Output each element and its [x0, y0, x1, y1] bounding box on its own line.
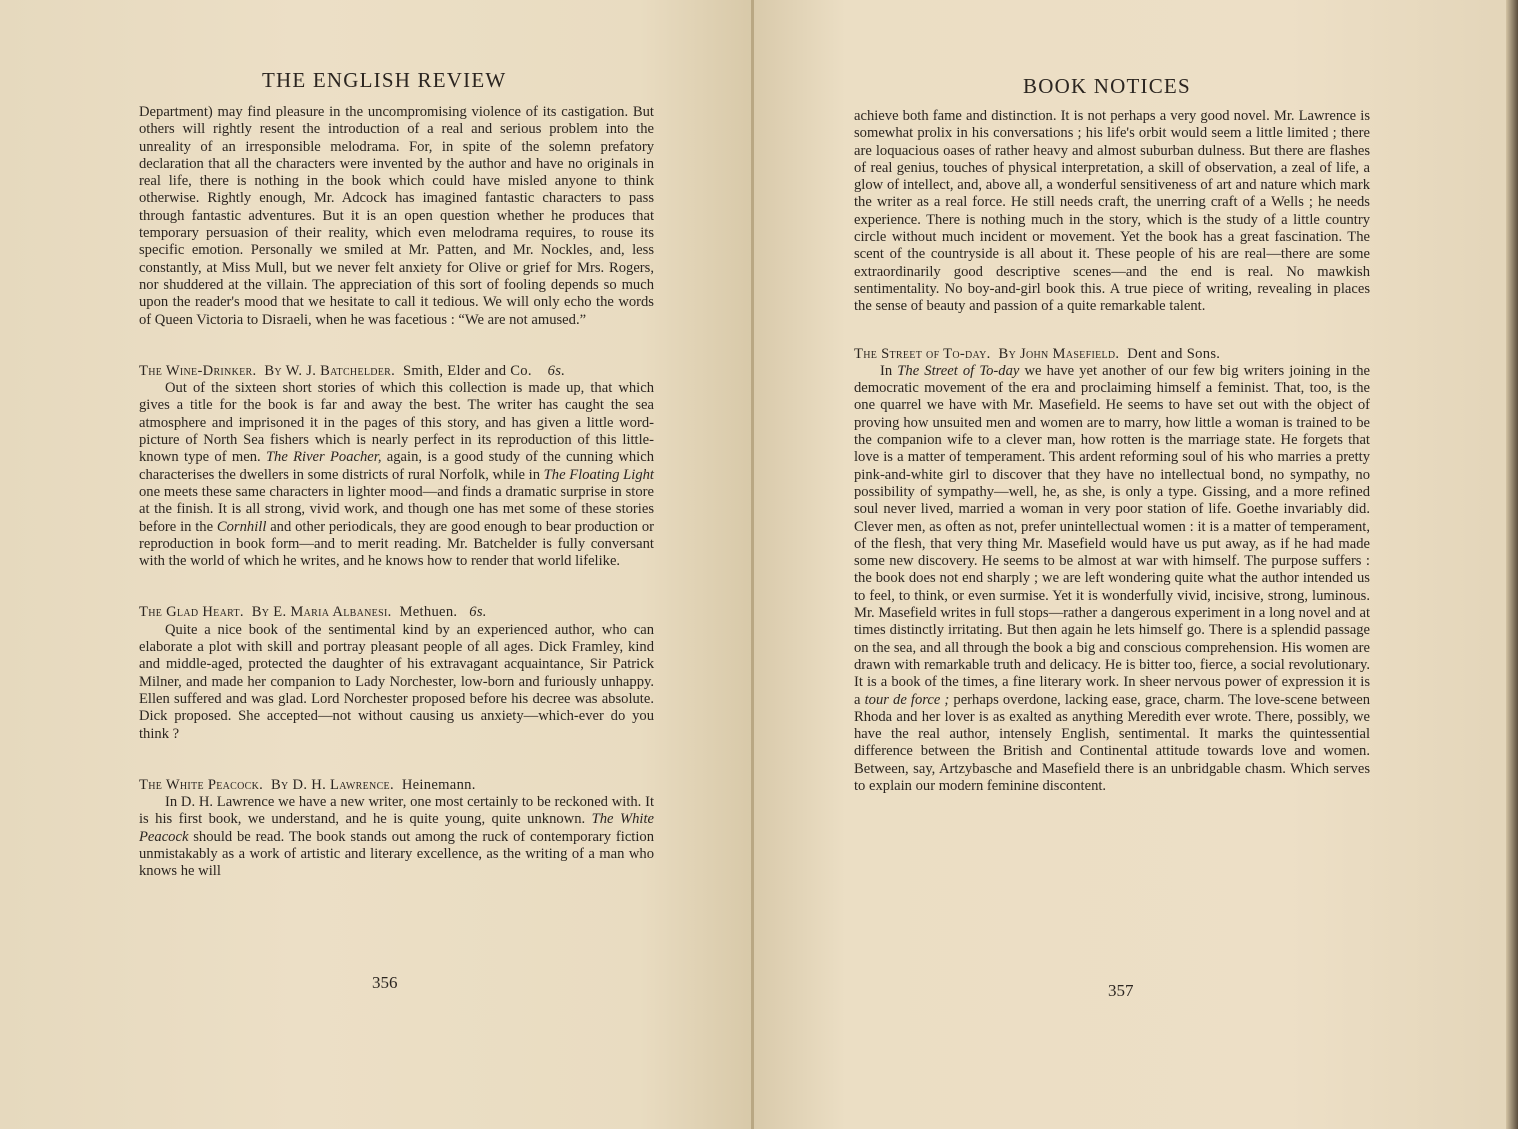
- review-text: and other periodicals, they are good enough to bear production or reproduction in book form—and to merit reading. Mr. Batchelder is fully conversant with the world of which he writes, and he knows how to render that world lifelike.: [139, 518, 655, 570]
- book-publisher: Smith, Elder and Co.: [403, 362, 532, 379]
- italic-title: tour de force ;: [864, 691, 950, 708]
- section-gap: [139, 570, 654, 604]
- book-title: The White Peacock.: [139, 776, 264, 793]
- review-street-of-today: [854, 346, 1370, 796]
- review-text: we have yet another of our few big writers joining in the democratic movement of the era and proclaiming himself a feminist. That, too, is the one quarrel we have with Mr. Masefield. He seems to have set out with the object of proving how unsuited men and women are to marry, how little a woman is trained to be the companion wife to a clever man, how rotten is the marriage state. He forgets that love is a matter of temperament. This ardent reforming soul of his who marries a pretty pink-and-white girl to discover that they have no intellectual bond, no sympathy, no possibility of sympathy—well, he, as she, is only a type. Gissing, and a more refined soul never lived, married a woman in very poor station of life. Goethe invariably did. Clever men, as often as not, prefer unintellectual women : it is a matter of temperament, of the flesh, that very thing Mr. Masefield would have us put away, as if he had made some new discovery. He seems to be almost at war with himself. The purpose suffers : the book does not end sharply ; we are left wondering quite what the author intended us to feel, to think, or even surmise. Yet it is wonderfully vivid, incisive, strong, luminous. Mr. Masefield writes in full stops—rather a dangerous experiment in a long novel and at times distinctly irritating. But then again he lets himself go. There is a splendid passage on the sea, and all through the book a big and conscious comprehension. His women are drawn with remarkable truth and delicacy. He is bitter too, fierce, a social revolutionary. It is a book of the times, a fine literary work. In sheer nervous power of expression it is a: [854, 362, 1370, 708]
- page-number-right: 357: [1108, 981, 1134, 1000]
- notice-heading: [139, 363, 654, 380]
- book-author: By John Masefield.: [998, 345, 1120, 362]
- continuation-paragraph: Department) may find pleasure in the uncompromising violence of its castigation. But others will rightly resent the introduction of a real and serious problem into the unreality of an irresponsible melodrama. For, in spite of the solemn prefatory declaration that all the characters were invented by the author and have no originals in real life, there is nothing in the book which could have misled anyone to think otherwise. Rightly enough, Mr. Adcock has imagined fantastic characters to pass through fantastic adventures. But it is an open question whether he produces that temporary persuasion of their reality, which even melodrama requires, to rouse its specific emotion. Personally we smiled at Mr. Patten, and Mr. Nockles, and, less constantly, at Miss Mull, but we never felt anxiety for Olive or grief for Mrs. Rogers, nor shuddered at the villain. The appreciation of this sort of fooling depends so much upon the reader's mood that we hesitate to call it tedious. We will only echo the words of Queen Victoria to Disraeli, when he was facetious : “We are not amused.”: [139, 104, 654, 328]
- book-title: The Glad Heart.: [139, 604, 244, 621]
- review-text: should be read. The book stands out among the ruck of contemporary fiction unmistakably as a work of artistic and literary excellence, as the writing of a man who knows he will: [139, 828, 654, 880]
- review-text: perhaps overdone, lacking ease, grace, charm. The love-scene between Rhoda and her lover is as exalted as anything Meredith ever wrote. There, possibly, we have the real author, intensely English, sentimental. It marks the quintessential difference between the British and Continental attitude towards love and women. Between, say, Artzybasche and Masefield there is an unbridgable chasm. Which serves to explain our modern feminine discontent.: [854, 691, 1371, 794]
- review-text: one meets these same characters in lighter mood—and finds a dramatic surprise in store at the finish. It is all strong, vivid work, and though one has met some of these stories before in the: [139, 483, 654, 535]
- review-wine-drinker: [139, 363, 654, 571]
- review-text: Out of the sixteen short stories of which this collection is made up, that which gives a title for the book is far and away the best. The writer has caught the sea atmosphere and imprisoned it in the pages of this story, and has given a little word-picture of North Sea fishers which is nearly perfect in its reproduction of this little-known type of men.: [139, 380, 654, 466]
- page-number-left: 356: [372, 973, 398, 992]
- book-right-edge: [1506, 0, 1518, 1129]
- review-text: In: [880, 362, 893, 379]
- review-white-peacock: [139, 777, 654, 881]
- book-author: By D. H. Lawrence.: [271, 776, 394, 793]
- review-body: [139, 380, 654, 570]
- review-body: Quite a nice book of the sentimental kind by an experienced author, who can elaborate a plot with skill and portray pleasant people of all ages. Dick Framley, kind and middle-aged, protected the daughter of his extravagant acquaintance, Sir Patrick Milner, and made her companion to Lady Norchester, low-born and furiously unhappy. Ellen suffered and was glad. Lord Norchester proposed before his decree was absolute. Dick proposed. She accepted—not without causing us anxiety—which-ever do you think ?: [139, 621, 654, 742]
- italic-title: The Floating Light: [543, 466, 654, 483]
- notice-heading: [139, 604, 654, 621]
- book-title: The Street of To-day.: [854, 345, 991, 362]
- italic-title: The Street of To-day: [897, 362, 1020, 379]
- notice-heading: [854, 346, 1370, 363]
- review-text: again, is a good study of the cunning which characterises the dwellers in some districts of rural Norfolk, while in: [139, 449, 655, 483]
- review-glad-heart: [139, 604, 654, 742]
- review-text: In D. H. Lawrence we have a new writer, one most certainly to be reckoned with. It is his first book, we understand, and he is quite young, quite unknown.: [139, 794, 654, 828]
- running-head-left: THE ENGLISH REVIEW: [262, 68, 507, 92]
- section-gap: [139, 329, 654, 363]
- left-page: [0, 0, 752, 1129]
- book-title: The Wine-Drinker.: [139, 362, 257, 379]
- book-author: By W. J. Batchelder.: [264, 362, 396, 379]
- right-page-text: [854, 108, 1370, 795]
- book-price: 6s.: [547, 362, 566, 379]
- review-body: [139, 794, 654, 880]
- italic-title: The White Peacock: [139, 811, 654, 845]
- left-page-text: [139, 104, 654, 881]
- running-head-right: BOOK NOTICES: [1023, 74, 1191, 98]
- notice-heading: [139, 777, 654, 794]
- italic-title: The River Poacher,: [265, 449, 382, 466]
- book-publisher: Methuen.: [399, 604, 458, 621]
- book-publisher: Heinemann.: [401, 776, 476, 793]
- book-price: 6s.: [469, 604, 487, 621]
- right-page: [754, 0, 1518, 1129]
- section-gap: [139, 743, 654, 777]
- continuation-paragraph: achieve both fame and distinction. It is not perhaps a very good novel. Mr. Lawrence is somewhat prolix in his conversations ; his life's orbit would seem a little limited ; there are loquacious oases of rather heavy and almost suburban dulness. But there are flashes of real genius, touches of physical interpretation, a skill of observation, a zeal of life, a glow of intellect, and, above all, a wonderful sensitiveness of art and nature which mark the writer as a real force. He still needs craft, the unerring craft of a Wells ; he needs experience. There is nothing much in the story, which is the study of a little country circle without much incident or movement. Yet the book has a great fascination. The scent of the countryside is all about it. These people of his are real—there are some extraordinarily good descriptive scenes—and the end is real. No mawkish sentimentality. No boy-and-girl book this. A true piece of writing, revealing in places the sense of beauty and passion of a quite remarkable talent.: [854, 108, 1370, 315]
- italic-title: Cornhill: [216, 518, 267, 535]
- book-publisher: Dent and Sons.: [1127, 345, 1221, 362]
- review-body: [854, 363, 1370, 795]
- book-author: By E. Maria Albanesi.: [251, 604, 392, 621]
- section-gap: [854, 316, 1370, 346]
